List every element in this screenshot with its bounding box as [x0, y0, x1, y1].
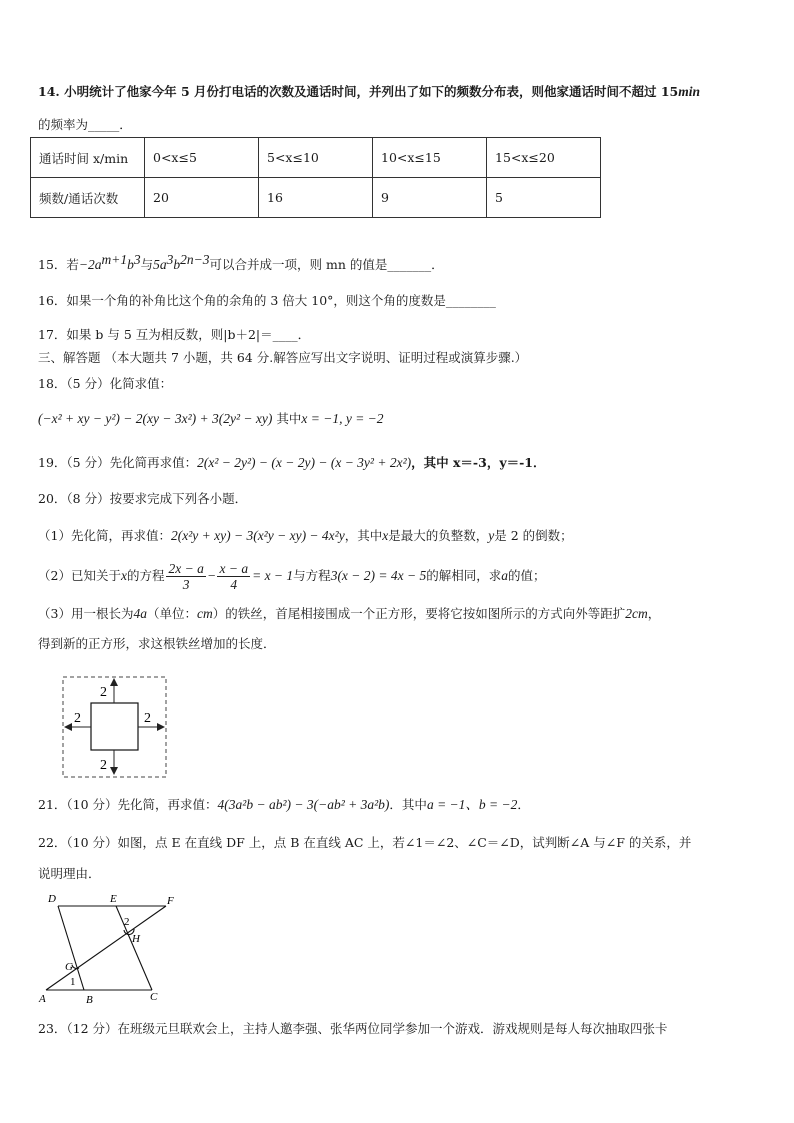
q18-title: 18．（5 分）化简求值： — [38, 376, 173, 391]
table-cell: 16 — [259, 178, 373, 218]
q20-part3-line2: 得到新的正方形，求这根铁丝增加的长度． — [38, 636, 276, 651]
q14-line1: 14. 小明统计了他家今年 5 月份打电话的次数及通话时间，并列出了如下的频数分布表，则他家通话时间不超过 15min — [38, 84, 701, 99]
q15: 15．若$-2a^{m+1}b^3$与$5a^3b^{2n-3}$可以合并成一项，则 mn 的值是_______． — [38, 252, 444, 272]
angle-1-label: 1 — [70, 976, 76, 988]
table-cell: 5 — [487, 178, 601, 218]
table-cell: 0<x≤5 — [145, 138, 259, 178]
section-heading: 三、解答题 （本大题共 7 小题，共 64 分.解答应写出文字说明、证明过程或演算步骤.） — [38, 350, 528, 365]
point-d: D — [48, 893, 56, 905]
fraction: $\frac{x - a}{4}$ — [219, 561, 249, 592]
q17: 17．如果 b 与 5 互为相反数，则|b＋2|＝____． — [38, 327, 311, 342]
label-right: 2 — [144, 711, 151, 726]
label-left: 2 — [74, 711, 81, 726]
q22-line2: 说明理由． — [38, 866, 101, 881]
q22-line1: 22．（10 分）如图，点 E 在直线 DF 上，点 B 在直线 AC 上，若∠1＝∠2、∠C＝∠D，试判断∠A 与∠F 的关系，并 — [38, 835, 692, 850]
inner-square — [91, 703, 138, 750]
q16: 16．如果一个角的补角比这个角的余角的 3 倍大 10°，则这个角的度数是________ — [38, 293, 496, 308]
table-cell: 10<x≤15 — [373, 138, 487, 178]
frequency-table — [30, 137, 601, 218]
angle-1-arc — [72, 965, 79, 969]
table-cell: 9 — [373, 178, 487, 218]
point-h: H — [132, 933, 140, 945]
q23: 23．（12 分）在班级元旦联欢会上，主持人邀李强、张华两位同学参加一个游戏．游戏规则是每人每次抽取四张卡 — [38, 1021, 668, 1036]
table-cell: 15<x≤20 — [487, 138, 601, 178]
table-header-cell: 通话时间 x/min — [31, 138, 145, 178]
angle-2-label: 2 — [124, 916, 130, 928]
q18-expression: (−x² + xy − y²) − 2(xy − 3x²) + 3(2y² − xy) 其中x = −1, y = −2 — [38, 411, 384, 426]
fraction: $\frac{2x - a}{3}$ — [168, 561, 204, 592]
point-e: E — [110, 893, 117, 905]
table-cell: 20 — [145, 178, 259, 218]
table-row — [31, 138, 601, 178]
q20-title: 20．（8 分）按要求完成下列各小题． — [38, 491, 248, 506]
line-ec — [116, 906, 152, 990]
label-bottom: 2 — [100, 758, 107, 773]
q20-part3-line1: （3）用一根长为4a（单位：cm）的铁丝，首尾相接围成一个正方形，要将它按如图所示的方式向外等距扩2cm， — [38, 606, 661, 621]
table-row — [31, 178, 601, 218]
point-g: G — [65, 961, 73, 973]
point-b: B — [86, 994, 93, 1006]
q21: 21．（10 分）先化简，再求值：4(3a²b − ab²) − 3(−ab² + 3a²b)．其中a = −1、b = −2． — [38, 797, 530, 812]
q14-line2: 的频率为_____． — [38, 117, 132, 132]
square-expansion-figure — [60, 674, 170, 780]
table-cell: 5<x≤10 — [259, 138, 373, 178]
point-c: C — [150, 991, 158, 1003]
q20-part2: （2）已知关于x的方程 $\frac{2x - a}{3}$ − $\frac{x - a}{4}$ = x − 1与方程3(x − 2) = 4x − 5的解相同，求a的值； — [38, 561, 546, 592]
point-a: A — [39, 993, 46, 1005]
q19: 19．（5 分）先化简再求值：2(x² − 2y²) − (x − 2y) − (x − 3y² + 2x²)，其中 x＝-3，y＝-1． — [38, 455, 546, 470]
geometry-figure — [36, 890, 186, 1010]
table-header-cell: 频数/通话次数 — [31, 178, 145, 218]
label-top: 2 — [100, 685, 107, 700]
q20-part1: （1）先化简，再求值：2(x²y + xy) − 3(x²y − xy) − 4x²y，其中x是最大的负整数，y是 2 的倒数； — [38, 528, 573, 543]
point-f: F — [167, 895, 174, 907]
line-af — [46, 906, 166, 990]
